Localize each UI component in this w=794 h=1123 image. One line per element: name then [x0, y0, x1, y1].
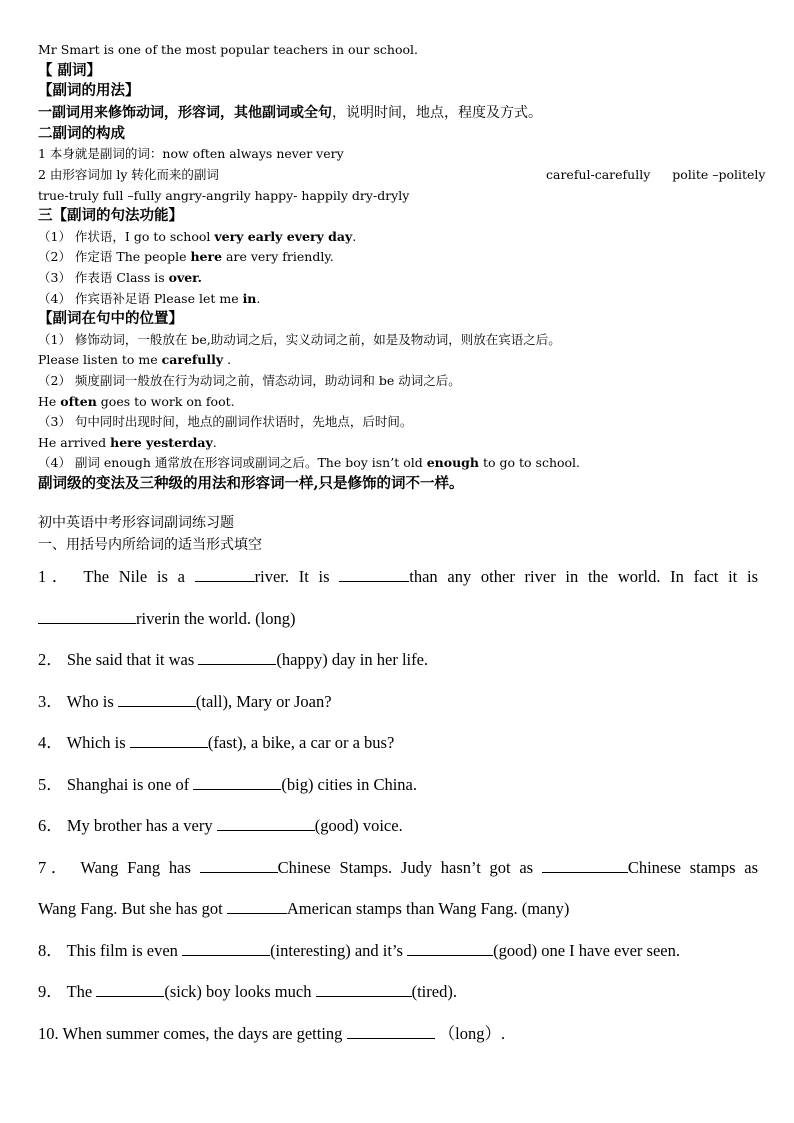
answer-blank[interactable] [195, 567, 255, 582]
question-5-text: (big) cities in China. [281, 774, 418, 794]
answer-blank[interactable] [118, 692, 196, 707]
question-7-line-1 [38, 847, 758, 889]
usage-line [38, 102, 758, 124]
answer-blank[interactable] [198, 650, 276, 665]
function-2-text: （2） 作定语 The people [38, 249, 191, 265]
answer-blank[interactable] [130, 733, 208, 748]
answer-blank[interactable] [407, 941, 493, 956]
position-3: （3） 句中同时出现时间，地点的副词作状语时，先地点，后时间。 [38, 414, 413, 430]
question-1-text: 1． The Nile is a [38, 567, 195, 587]
question-7-text: Chinese stamps as [627, 857, 758, 877]
function-2-example: here [190, 249, 223, 265]
question-4-text: 4． Which is [38, 733, 130, 753]
question-3-text: 3． Who is [38, 691, 118, 711]
position-1-example-end: . [223, 352, 232, 368]
position-heading: 【副词在句中的位置】 [38, 310, 183, 328]
function-1-text: （1） 作状语，I go to school [38, 228, 215, 244]
position-2-example-end: goes to work on foot. [96, 393, 235, 409]
function-4 [38, 289, 758, 310]
question-1-line-1 [38, 556, 758, 598]
question-8-text: 8． This film is even [38, 940, 183, 960]
position-3-example-bold: here yesterday [110, 434, 213, 450]
function-3-text: （3） 作表语 Class is [38, 269, 169, 285]
function-4-text: （4） 作宾语补足语 Please let me [38, 290, 243, 306]
question-10-text: 10. When summer comes, the days are getting [38, 1023, 347, 1043]
function-4-end: . [256, 290, 261, 306]
question-8 [38, 930, 758, 972]
formation-line-2 [38, 165, 766, 186]
exercise-section: 一、用括号内所给词的适当形式填空 [38, 537, 262, 554]
position-4 [38, 453, 758, 474]
exercise-title: 初中英语中考形容词副词练习题 [38, 515, 234, 532]
position-4-bold: enough [426, 455, 480, 471]
position-3-example-end: . [212, 434, 217, 450]
worksheet-page [38, 40, 766, 1054]
function-2-end: are very friendly. [222, 249, 334, 265]
question-7-text: Wang Fang. But she has got [38, 899, 227, 919]
question-8-text: (interesting) and it’s [270, 940, 408, 960]
position-4-text: （4） 副词 enough 通常放在形容词或副词之后。The boy isn’t old [38, 455, 427, 471]
function-1-example: very early every day [214, 228, 353, 244]
question-8-text: (good) one I have ever seen. [493, 940, 680, 960]
usage-bold: 一副词用来修饰动词，形容词，其他副词或全句 [38, 104, 332, 121]
position-2-example [38, 392, 758, 413]
formation-pair-1: careful-carefully [546, 166, 651, 182]
position-3-example-text: He arrived [38, 434, 111, 450]
question-4 [38, 722, 758, 764]
answer-blank[interactable] [316, 982, 412, 997]
answer-blank[interactable] [200, 858, 278, 873]
answer-blank[interactable] [38, 609, 136, 624]
answer-blank[interactable] [193, 775, 281, 790]
position-2: （2） 频度副词一般放在行为动词之前，情态动词，助动词和 be 动词之后。 [38, 372, 461, 388]
usage-heading: 【副词的用法】 [38, 82, 140, 100]
position-1: （1） 修饰动词，一般放在 be,助动词之后，实义动词之前，如是及物动词，则放在宾语之后。 [38, 331, 561, 347]
question-10 [38, 1013, 758, 1055]
question-9-text: (tired). [411, 982, 457, 1002]
answer-blank[interactable] [339, 567, 409, 582]
question-9-text: 9． The [38, 982, 97, 1002]
formation-heading: 二副词的构成 [38, 124, 125, 142]
position-1-example-text: Please listen to me [38, 352, 162, 368]
formation-pair-2: polite –politely [672, 166, 766, 182]
adverb-title: 【 副词】 [38, 61, 102, 79]
question-5 [38, 764, 758, 806]
usage-rest: ，说明时间，地点，程度及方式。 [332, 104, 542, 121]
function-1-end: . [352, 228, 357, 244]
position-2-example-bold: often [60, 393, 97, 409]
answer-blank[interactable] [347, 1024, 435, 1039]
formation-line-2-text: 2 由形容词加 ly 转化而来的副词 [38, 166, 219, 182]
question-3-text: (tall), Mary or Joan? [195, 691, 332, 711]
intro-sentence: Mr Smart is one of the most popular teachers in our school. [38, 42, 418, 57]
function-3 [38, 268, 758, 289]
position-4-end: to go to school. [479, 455, 581, 471]
position-1-example-bold: carefully [161, 352, 224, 368]
position-1-example [38, 350, 758, 371]
formation-line-3: true-truly full –fully angry-angrily happy- happily dry-dryly [38, 187, 410, 203]
question-2-text: 2． She said that it was [38, 650, 199, 670]
question-6 [38, 805, 758, 847]
function-heading: 三【副词的句法功能】 [38, 207, 183, 225]
function-4-example: in [242, 290, 257, 306]
question-9-text: (sick) boy looks much [164, 982, 316, 1002]
question-7-text: 7． Wang Fang has [38, 857, 200, 877]
summary-line: 副词级的变法及三种级的用法和形容词一样,只是修饰的词不一样。 [38, 474, 464, 492]
question-5-text: 5． Shanghai is one of [38, 774, 194, 794]
question-9 [38, 971, 758, 1013]
question-1-line-2 [38, 598, 758, 640]
function-2 [38, 247, 758, 268]
position-2-example-text: He [38, 393, 61, 409]
question-10-text: （long）. [434, 1023, 506, 1043]
answer-blank[interactable] [542, 858, 628, 873]
answer-blank[interactable] [227, 899, 287, 914]
function-3-example: over. [168, 269, 202, 285]
formation-line-1: 1 本身就是副词的词：now often always never very [38, 146, 344, 162]
question-1-text: river. It is [254, 567, 340, 587]
question-7-text: Chinese Stamps. Judy hasn’t got as [277, 857, 542, 877]
question-2 [38, 639, 758, 681]
question-6-text: 6． My brother has a very [38, 816, 217, 836]
formation-pairs [546, 165, 765, 186]
answer-blank[interactable] [96, 982, 164, 997]
question-7-text: American stamps than Wang Fang. (many) [286, 899, 570, 919]
question-6-text: (good) voice. [314, 816, 403, 836]
answer-blank[interactable] [182, 941, 270, 956]
question-1-text: riverin the world. (long) [136, 608, 296, 628]
question-3 [38, 681, 758, 723]
function-1 [38, 227, 758, 248]
question-7-line-2 [38, 888, 758, 930]
question-4-text: (fast), a bike, a car or a bus? [207, 733, 395, 753]
answer-blank[interactable] [217, 816, 315, 831]
question-2-text: (happy) day in her life. [276, 650, 429, 670]
question-1-text: than any other river in the world. In fact it is [409, 567, 758, 587]
position-3-example [38, 433, 758, 454]
